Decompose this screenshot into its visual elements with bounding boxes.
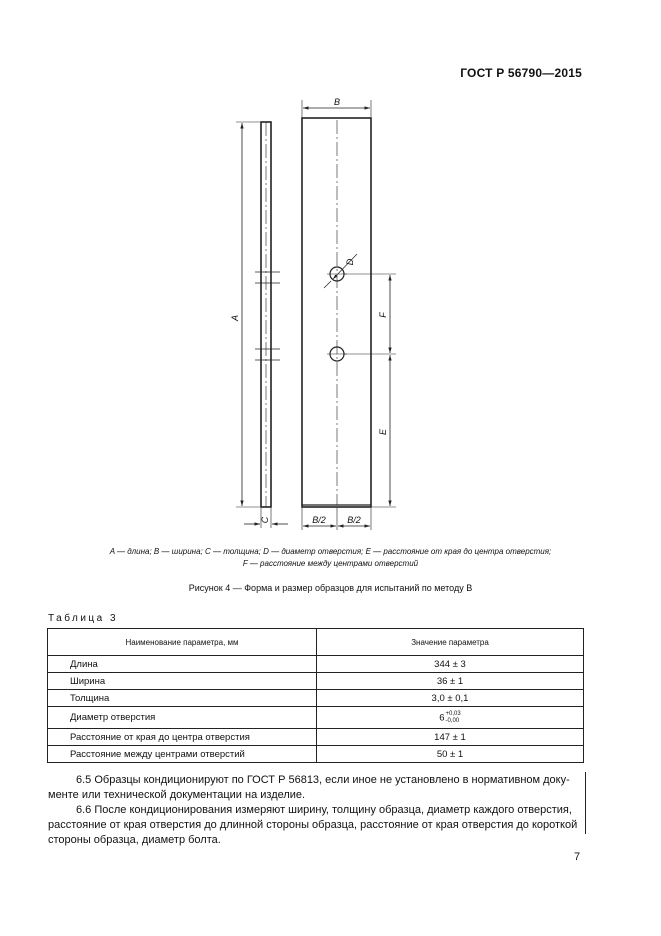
parameter-value: 3,0 ± 0,1 [317, 690, 584, 707]
parameter-name: Ширина [48, 673, 317, 690]
standard-code-header: ГОСТ Р 56790—2015 [460, 66, 582, 80]
parameter-name: Диаметр отверстия [48, 707, 317, 729]
revision-bar [585, 772, 586, 834]
table-row [48, 729, 584, 746]
parameter-value [317, 707, 584, 729]
hole-diameter-tolerance [446, 711, 461, 725]
label-f: F [378, 312, 388, 318]
figure-legend-line-1: A — длина; B — ширина; C — толщина; D — диаметр отверстия; E — расстояние от края до центра отверстия; [109, 547, 552, 556]
column-header-value: Значение параметра [317, 629, 584, 656]
parameter-name: Расстояние между центрами отверстий [48, 746, 317, 763]
table-row [48, 707, 584, 729]
table-header-row [48, 629, 584, 656]
column-header-parameter: Наименование параметра, мм [48, 629, 317, 656]
table-row [48, 746, 584, 763]
table-title: Таблица 3 [48, 613, 119, 624]
label-d: D [345, 258, 355, 266]
hole-diameter-nominal: 6 [439, 712, 445, 724]
table-row [48, 656, 584, 673]
parameters-table [47, 628, 584, 763]
parameter-value: 36 ± 1 [317, 673, 584, 690]
paragraph-6-5-line-2: менте или технической документации на изделие. [48, 789, 306, 801]
tolerance-upper: +0,03 [445, 710, 461, 717]
label-b-half-left: B/2 [312, 515, 326, 525]
page-number: 7 [574, 851, 581, 863]
label-c: C [260, 516, 270, 524]
table-row [48, 690, 584, 707]
parameter-value: 147 ± 1 [317, 729, 584, 746]
label-b: B [333, 97, 341, 107]
figure-caption: Рисунок 4 — Форма и размер образцов для испытаний по методу B [188, 583, 473, 593]
parameter-value: 344 ± 3 [317, 656, 584, 673]
parameter-name: Расстояние от края до центра отверстия [48, 729, 317, 746]
paragraph-6-5-line-1: 6.5 Образцы кондиционируют по ГОСТ Р 56813, если иное не установлено в нормативном доку- [76, 774, 570, 786]
parameter-value: 50 ± 1 [317, 746, 584, 763]
paragraph-6-6-line-3: стороны образца, диаметр болта. [48, 834, 221, 846]
figure-legend-line-2: F — расстояние между центрами отверстий [242, 559, 419, 568]
label-a: A [230, 314, 240, 322]
table-row [48, 673, 584, 690]
parameter-name: Толщина [48, 690, 317, 707]
parameter-name: Длина [48, 656, 317, 673]
tolerance-lower: -0,00 [445, 717, 460, 724]
paragraph-6-6-line-2: расстояние от края отверстия до длинной стороны образца, расстояние от края отверстия до короткой [48, 819, 578, 831]
label-e: E [378, 428, 388, 436]
front-view-outline [302, 118, 371, 507]
label-b-half-right: B/2 [347, 515, 361, 525]
paragraph-6-6-line-1: 6.6 После кондиционирования измеряют ширину, толщину образца, диаметр каждого отверстия, [76, 804, 572, 816]
